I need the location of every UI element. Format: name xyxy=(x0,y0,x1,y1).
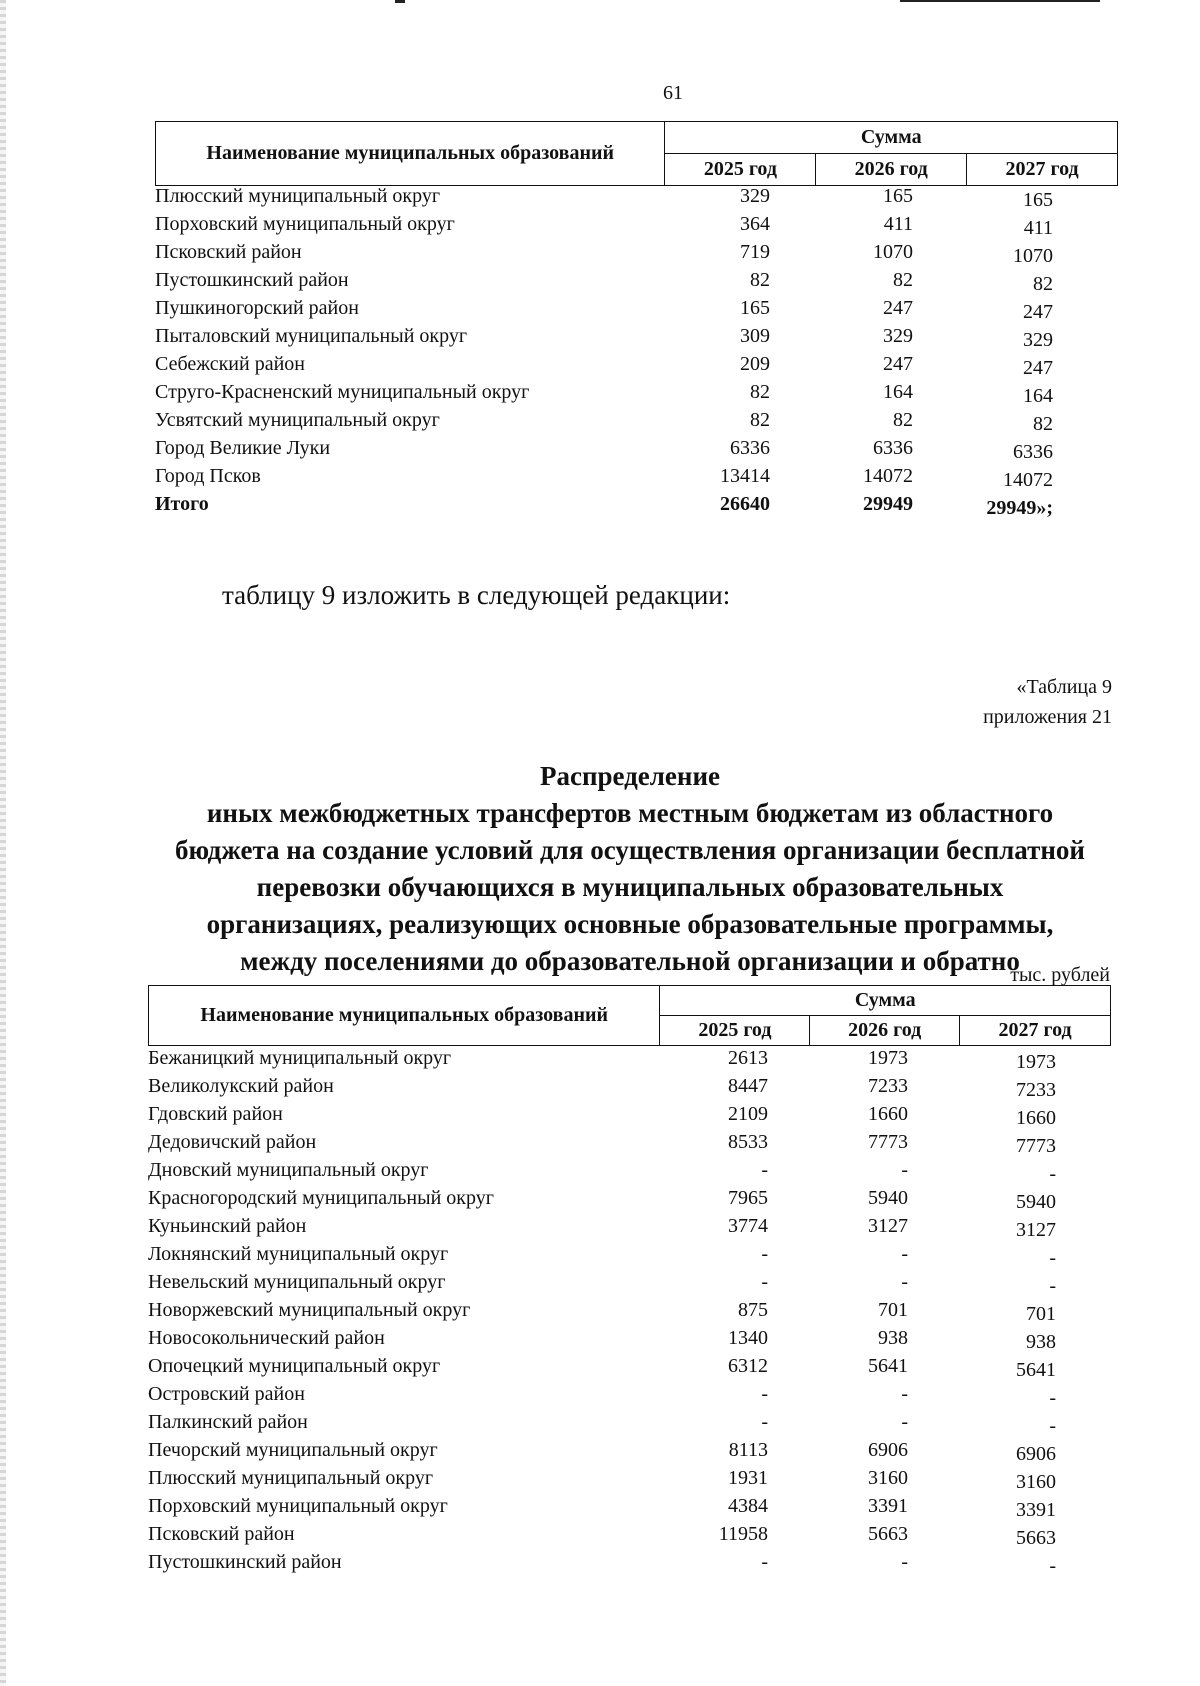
value-2026: 6906 xyxy=(868,1439,908,1461)
value-2025: 6336 xyxy=(730,437,770,459)
value-2025: 364 xyxy=(740,213,770,235)
municipality-name: Струго-Красненский муниципальный округ xyxy=(155,381,530,403)
value-2026: - xyxy=(901,1383,908,1405)
value-2027: 3391 xyxy=(1016,1499,1056,1521)
table-reference-line2: приложения 21 xyxy=(983,706,1112,728)
value-2027: 29949»; xyxy=(986,497,1053,519)
value-2026: 165 xyxy=(883,185,913,207)
value-2025: 3774 xyxy=(728,1215,768,1237)
municipality-name: Палкинский район xyxy=(148,1411,308,1433)
table-row xyxy=(155,432,1118,463)
municipality-name: Псковский район xyxy=(148,1523,295,1545)
table-row xyxy=(148,1154,1111,1185)
value-2026: - xyxy=(901,1271,908,1293)
value-2026: 938 xyxy=(878,1327,908,1349)
municipality-name: Печорский муниципальный округ xyxy=(148,1439,438,1461)
column-header-2025: 2025 год xyxy=(660,1016,810,1046)
municipality-name: Дедовичский район xyxy=(148,1131,317,1153)
table-row xyxy=(148,1294,1111,1325)
total-row xyxy=(155,488,1118,519)
value-2027: 164 xyxy=(1023,385,1053,407)
value-2026: 5663 xyxy=(868,1523,908,1545)
value-2027: 6906 xyxy=(1016,1443,1056,1465)
municipality-name: Итого xyxy=(155,493,209,515)
table-1 xyxy=(155,121,1118,519)
table-row xyxy=(148,1406,1111,1437)
value-2025: 329 xyxy=(740,185,770,207)
table-row xyxy=(155,376,1118,407)
column-header-sum: Сумма xyxy=(660,986,1111,1016)
value-2027: 938 xyxy=(1026,1331,1056,1353)
table-reference xyxy=(983,672,1112,732)
scan-mark xyxy=(395,0,405,3)
table-row xyxy=(155,236,1118,267)
municipality-name: Опочецкий муниципальный округ xyxy=(148,1355,441,1377)
title-line: между поселениями до образовательной организации и обратно xyxy=(240,946,1020,976)
table-row xyxy=(148,1098,1111,1129)
table-row xyxy=(148,1238,1111,1269)
title-line: перевозки обучающихся в муниципальных образовательных xyxy=(256,872,1004,902)
title-line: бюджета на создание условий для осуществления организации бесплатной xyxy=(175,835,1085,865)
municipality-name: Город Великие Луки xyxy=(155,437,331,459)
title-line: Распределение xyxy=(539,761,721,791)
value-2026: 247 xyxy=(883,353,913,375)
municipality-name: Бежаницкий муниципальный округ xyxy=(148,1047,452,1069)
table-row xyxy=(148,1462,1111,1493)
table-2 xyxy=(148,985,1111,1577)
value-2026: 5940 xyxy=(868,1187,908,1209)
value-2025: - xyxy=(761,1243,768,1265)
value-2025: - xyxy=(761,1411,768,1433)
municipality-name: Невельский муниципальный округ xyxy=(148,1271,446,1293)
value-2026: - xyxy=(901,1411,908,1433)
table-row xyxy=(148,1378,1111,1409)
municipality-name: Гдовский район xyxy=(148,1103,283,1125)
value-2027: 82 xyxy=(1033,273,1053,295)
value-2027: 329 xyxy=(1023,329,1053,351)
table-row xyxy=(155,292,1118,323)
value-2027: 5641 xyxy=(1016,1359,1056,1381)
header-rule xyxy=(900,0,1100,2)
value-2027: 5663 xyxy=(1016,1527,1056,1549)
table-reference-line1: «Таблица 9 xyxy=(1016,676,1112,698)
value-2025: 875 xyxy=(738,1299,768,1321)
municipality-name: Новоржевский муниципальный округ xyxy=(148,1299,471,1321)
municipality-name: Куньинский район xyxy=(148,1215,307,1237)
value-2027: 82 xyxy=(1033,413,1053,435)
value-2026: - xyxy=(901,1243,908,1265)
value-2027: 6336 xyxy=(1013,441,1053,463)
table-row xyxy=(155,180,1118,211)
value-2027: 247 xyxy=(1023,357,1053,379)
instruction-text: таблицу 9 изложить в следующей редакции: xyxy=(222,580,731,610)
value-2025: - xyxy=(761,1551,768,1573)
column-header-2027: 2027 год xyxy=(967,154,1118,186)
value-2026: 7233 xyxy=(868,1075,908,1097)
table-row xyxy=(148,1070,1111,1101)
value-2027: - xyxy=(1049,1163,1056,1185)
value-2026: 3391 xyxy=(868,1495,908,1517)
value-2026: 1973 xyxy=(868,1047,908,1069)
municipality-name: Себежский район xyxy=(155,353,305,375)
value-2026: 3160 xyxy=(868,1467,908,1489)
municipality-name: Усвятский муниципальный округ xyxy=(155,409,440,431)
value-2025: 2109 xyxy=(728,1103,768,1125)
table-1-body xyxy=(155,180,1118,519)
value-2027: 3160 xyxy=(1016,1471,1056,1493)
title-line: иных межбюджетных трансфертов местным бюджетам из областного xyxy=(206,798,1054,828)
table-2-body xyxy=(148,1042,1111,1577)
column-header-2027: 2027 год xyxy=(960,1016,1111,1046)
value-2027: 14072 xyxy=(1003,469,1053,491)
value-2025: 8113 xyxy=(728,1439,768,1461)
table-row xyxy=(155,460,1118,491)
value-2025: 8533 xyxy=(728,1131,768,1153)
value-2025: 209 xyxy=(740,353,770,375)
value-2026: 82 xyxy=(893,409,913,431)
value-2027: 1973 xyxy=(1016,1051,1056,1073)
column-header-name: Наименование муниципальных образований xyxy=(149,986,660,1046)
units-label: тыс. рублей xyxy=(1010,964,1110,986)
municipality-name: Порховский муниципальный округ xyxy=(155,213,455,235)
municipality-name: Псковский район xyxy=(155,241,302,263)
value-2026: 1070 xyxy=(873,241,913,263)
value-2027: - xyxy=(1049,1555,1056,1577)
value-2027: 5940 xyxy=(1016,1191,1056,1213)
value-2027: 247 xyxy=(1023,301,1053,323)
value-2025: - xyxy=(761,1159,768,1181)
table-row xyxy=(148,1042,1111,1073)
value-2025: 82 xyxy=(750,409,770,431)
table-row xyxy=(148,1322,1111,1353)
value-2027: 1660 xyxy=(1016,1107,1056,1129)
municipality-name: Дновский муниципальный округ xyxy=(148,1159,429,1181)
table-row xyxy=(148,1210,1111,1241)
value-2025: 7965 xyxy=(728,1187,768,1209)
value-2025: 1931 xyxy=(728,1467,768,1489)
table-row xyxy=(148,1490,1111,1521)
column-header-2026: 2026 год xyxy=(810,1016,960,1046)
value-2026: 3127 xyxy=(868,1215,908,1237)
column-header-2025: 2025 год xyxy=(665,154,816,186)
value-2025: 309 xyxy=(740,325,770,347)
value-2027: - xyxy=(1049,1275,1056,1297)
value-2026: 411 xyxy=(883,213,913,235)
value-2026: - xyxy=(901,1159,908,1181)
table-row xyxy=(148,1126,1111,1157)
municipality-name: Плюсский муниципальный округ xyxy=(148,1467,434,1489)
table-1-header xyxy=(155,121,1118,186)
municipality-name: Пушкиногорский район xyxy=(155,297,359,319)
table-row xyxy=(148,1182,1111,1213)
page-number: 61 xyxy=(663,82,683,104)
value-2025: 82 xyxy=(750,269,770,291)
municipality-name: Великолукский район xyxy=(148,1075,334,1097)
table-row xyxy=(155,208,1118,239)
value-2026: 247 xyxy=(883,297,913,319)
value-2027: - xyxy=(1049,1247,1056,1269)
table-row xyxy=(148,1266,1111,1297)
municipality-name: Островский район xyxy=(148,1383,305,1405)
table-row xyxy=(148,1518,1111,1549)
value-2025: 1340 xyxy=(728,1327,768,1349)
table-2-header xyxy=(148,985,1111,1046)
value-2026: 7773 xyxy=(868,1131,908,1153)
value-2027: 701 xyxy=(1026,1303,1056,1325)
municipality-name: Локнянский муниципальный округ xyxy=(148,1243,449,1265)
table-row xyxy=(155,348,1118,379)
column-header-sum: Сумма xyxy=(665,122,1118,154)
value-2026: 6336 xyxy=(873,437,913,459)
value-2026: 701 xyxy=(878,1299,908,1321)
municipality-name: Город Псков xyxy=(155,465,261,487)
municipality-name: Пыталовский муниципальный округ xyxy=(155,325,468,347)
value-2027: 411 xyxy=(1023,217,1053,239)
value-2027: 1070 xyxy=(1013,245,1053,267)
municipality-name: Пустошкинский район xyxy=(155,269,349,291)
value-2025: 6312 xyxy=(728,1355,768,1377)
value-2025: 26640 xyxy=(720,493,770,515)
value-2026: 164 xyxy=(883,381,913,403)
value-2026: 1660 xyxy=(868,1103,908,1125)
municipality-name: Порховский муниципальный округ xyxy=(148,1495,448,1517)
table-row xyxy=(148,1546,1111,1577)
value-2026: 14072 xyxy=(863,465,913,487)
value-2025: 13414 xyxy=(720,465,770,487)
value-2026: 29949 xyxy=(863,493,913,515)
value-2025: 165 xyxy=(740,297,770,319)
value-2027: 165 xyxy=(1023,189,1053,211)
municipality-name: Красногородский муниципальный округ xyxy=(148,1187,494,1209)
value-2025: 8447 xyxy=(728,1075,768,1097)
column-header-2026: 2026 год xyxy=(816,154,967,186)
value-2025: 2613 xyxy=(728,1047,768,1069)
value-2025: 719 xyxy=(740,241,770,263)
municipality-name: Плюсский муниципальный округ xyxy=(155,185,441,207)
value-2025: - xyxy=(761,1271,768,1293)
value-2027: - xyxy=(1049,1415,1056,1437)
table-row xyxy=(148,1350,1111,1381)
value-2025: 11958 xyxy=(718,1523,768,1545)
table-row xyxy=(155,264,1118,295)
table-row xyxy=(155,404,1118,435)
municipality-name: Новосокольнический район xyxy=(148,1327,385,1349)
value-2026: - xyxy=(901,1551,908,1573)
document-title xyxy=(150,758,1110,980)
column-header-name: Наименование муниципальных образований xyxy=(156,122,665,186)
value-2027: 7773 xyxy=(1016,1135,1056,1157)
value-2027: - xyxy=(1049,1387,1056,1409)
table-row xyxy=(155,320,1118,351)
municipality-name: Пустошкинский район xyxy=(148,1551,342,1573)
value-2027: 3127 xyxy=(1016,1219,1056,1241)
value-2026: 5641 xyxy=(868,1355,908,1377)
value-2027: 7233 xyxy=(1016,1079,1056,1101)
title-line: организациях, реализующих основные образовательные программы, xyxy=(206,909,1054,939)
value-2025: 4384 xyxy=(728,1495,768,1517)
value-2025: - xyxy=(761,1383,768,1405)
value-2026: 82 xyxy=(893,269,913,291)
scan-edge xyxy=(0,0,6,1686)
value-2025: 82 xyxy=(750,381,770,403)
value-2026: 329 xyxy=(883,325,913,347)
table-row xyxy=(148,1434,1111,1465)
